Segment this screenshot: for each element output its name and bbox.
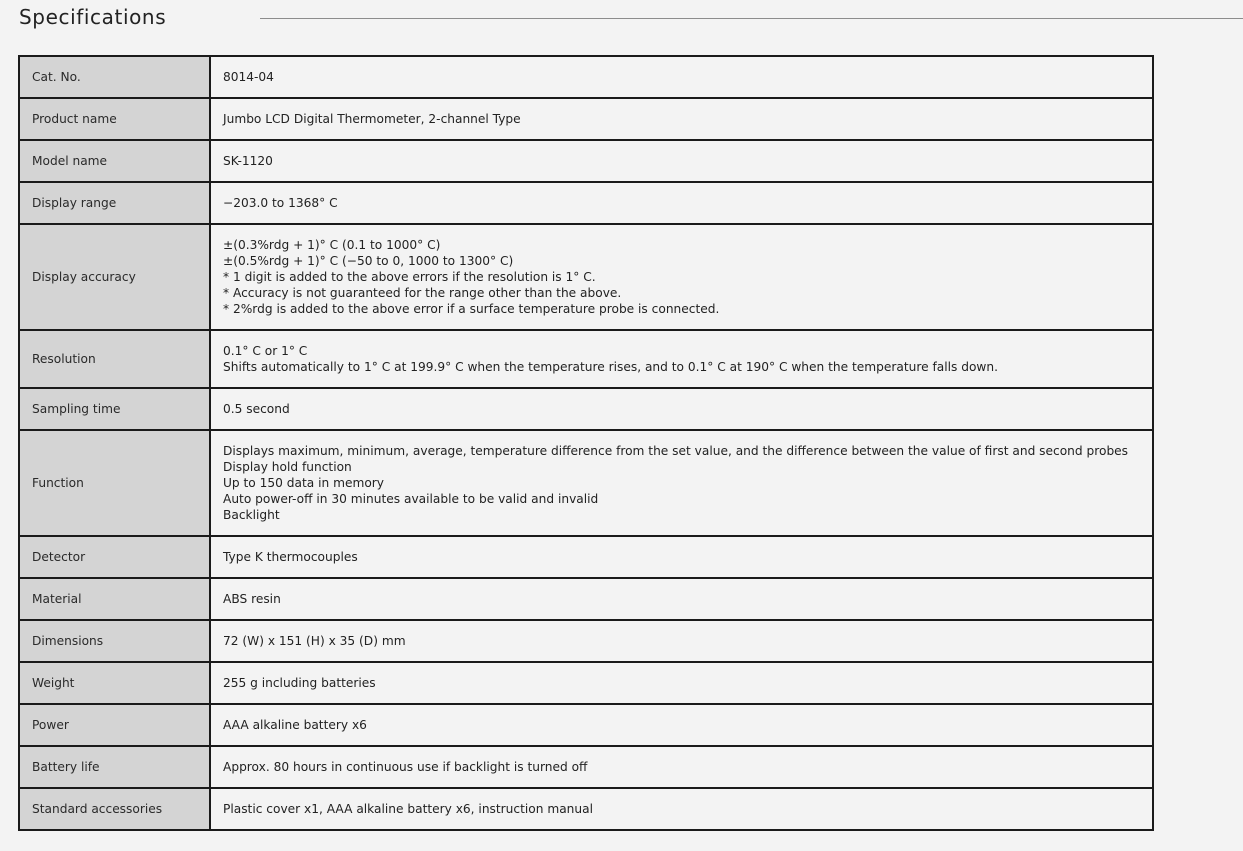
spec-label: Material — [19, 578, 210, 620]
spec-value — [210, 662, 1153, 704]
spec-value — [210, 388, 1153, 430]
section-title: Specifications — [19, 5, 167, 29]
spec-value — [210, 704, 1153, 746]
spec-label: Detector — [19, 536, 210, 578]
table-row — [19, 578, 1153, 620]
spec-value-line: 8014-04 — [223, 70, 274, 84]
table-row — [19, 430, 1153, 536]
spec-value — [210, 430, 1153, 536]
spec-value-line: 72 (W) x 151 (H) x 35 (D) mm — [223, 634, 406, 648]
spec-value — [210, 788, 1153, 830]
spec-value — [210, 578, 1153, 620]
spec-label: Power — [19, 704, 210, 746]
spec-value-line: 0.1° C or 1° C — [223, 344, 308, 358]
spec-label: Dimensions — [19, 620, 210, 662]
spec-value — [210, 140, 1153, 182]
spec-value — [210, 620, 1153, 662]
spec-value-line: Jumbo LCD Digital Thermometer, 2-channel Type — [223, 112, 521, 126]
spec-value-line: * 2%rdg is added to the above error if a surface temperature probe is connected. — [223, 302, 720, 316]
spec-value-line: ±(0.5%rdg + 1)° C (−50 to 0, 1000 to 1300° C) — [223, 254, 514, 268]
spec-label: Function — [19, 430, 210, 536]
spec-label: Battery life — [19, 746, 210, 788]
spec-value — [210, 98, 1153, 140]
spec-value — [210, 224, 1153, 330]
heading-divider — [260, 18, 1243, 19]
spec-value-line: Plastic cover x1, AAA alkaline battery x6, instruction manual — [223, 802, 593, 816]
spec-value-line: −203.0 to 1368° C — [223, 196, 338, 210]
table-row — [19, 388, 1153, 430]
spec-value — [210, 330, 1153, 388]
section-header — [0, 0, 1243, 40]
table-row — [19, 224, 1153, 330]
table-row — [19, 536, 1153, 578]
table-row — [19, 56, 1153, 98]
spec-value-line: Type K thermocouples — [223, 550, 358, 564]
spec-value-line: ABS resin — [223, 592, 281, 606]
table-row — [19, 746, 1153, 788]
table-row — [19, 704, 1153, 746]
spec-value-line: SK-1120 — [223, 154, 273, 168]
table-row — [19, 140, 1153, 182]
spec-value-line: Up to 150 data in memory — [223, 476, 385, 490]
spec-value-line: Auto power-off in 30 minutes available to be valid and invalid — [223, 492, 599, 506]
spec-value-line: AAA alkaline battery x6 — [223, 718, 367, 732]
table-row — [19, 330, 1153, 388]
spec-label: Display range — [19, 182, 210, 224]
spec-label: Display accuracy — [19, 224, 210, 330]
spec-label: Model name — [19, 140, 210, 182]
specifications-table-body — [19, 56, 1153, 830]
table-row — [19, 182, 1153, 224]
spec-value-line: Display hold function — [223, 460, 352, 474]
spec-value-line: 255 g including batteries — [223, 676, 376, 690]
spec-value-line: Shifts automatically to 1° C at 199.9° C when the temperature rises, and to 0.1° C at 190° C when the temperature falls down. — [223, 360, 998, 374]
table-row — [19, 788, 1153, 830]
spec-value-line: Backlight — [223, 508, 280, 522]
spec-value-line: Approx. 80 hours in continuous use if backlight is turned off — [223, 760, 588, 774]
spec-value — [210, 536, 1153, 578]
table-row — [19, 662, 1153, 704]
table-row — [19, 98, 1153, 140]
spec-value-line: 0.5 second — [223, 402, 290, 416]
spec-value — [210, 746, 1153, 788]
specifications-table — [18, 55, 1154, 831]
spec-value-line: * Accuracy is not guaranteed for the range other than the above. — [223, 286, 622, 300]
spec-value — [210, 182, 1153, 224]
spec-value-line: * 1 digit is added to the above errors if the resolution is 1° C. — [223, 270, 596, 284]
spec-value-line: ±(0.3%rdg + 1)° C (0.1 to 1000° C) — [223, 238, 441, 252]
spec-label: Product name — [19, 98, 210, 140]
spec-value — [210, 56, 1153, 98]
spec-label: Cat. No. — [19, 56, 210, 98]
spec-label: Sampling time — [19, 388, 210, 430]
spec-label: Resolution — [19, 330, 210, 388]
spec-label: Weight — [19, 662, 210, 704]
spec-label: Standard accessories — [19, 788, 210, 830]
spec-value-line: Displays maximum, minimum, average, temperature difference from the set value, and the difference between the value of first and second probes — [223, 444, 1129, 458]
table-row — [19, 620, 1153, 662]
